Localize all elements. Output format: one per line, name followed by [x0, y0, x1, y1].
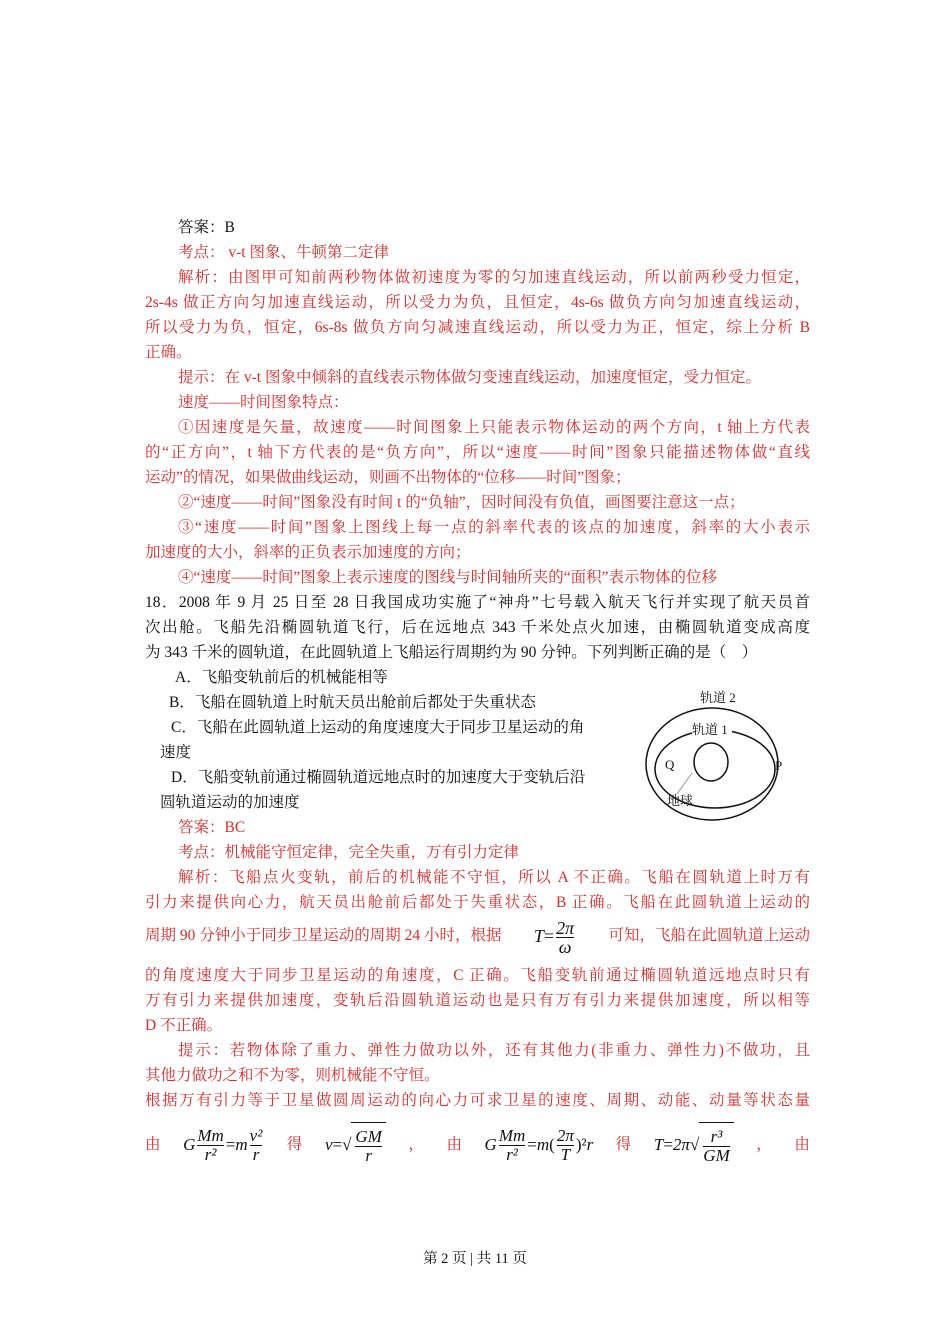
earth-shape — [694, 743, 728, 781]
analysis-line: 解析：飞船点火变轨，前后的机械能不守恒，所以 A 不正确。飞船在圆轨道上时万有 — [178, 869, 810, 886]
question-stem: 为 343 千米的圆轨道，在此圆轨道上飞船运行周期约为 90 分钟。下列判断正确的是（ ） — [145, 644, 758, 661]
option-a: A．飞船变轨前后的机械能相等 — [175, 669, 388, 686]
option-c-cont: 速度 — [160, 744, 192, 761]
vt-title: 速度——时间图象特点： — [178, 394, 349, 411]
analysis-formula-line — [145, 916, 810, 956]
analysis-line: 引力来提供向心力，航天员出舱前后都处于失重状态，B 正确。飞船在此圆轨道上运动的 — [145, 894, 810, 911]
point-line: 的“正方向”，t 轴下方代表的是“负方向”，所以“速度——时间”图象只能描述物体做“直线 — [145, 444, 810, 461]
answer-line: 答案：BC — [178, 819, 246, 836]
hint-line: 其他力做功之和不为零，则机械能不守恒。 — [145, 1067, 440, 1084]
orbit-1-label: 轨道 1 — [692, 722, 728, 737]
analysis-line: 正确。 — [145, 344, 192, 361]
text-comma: ， — [756, 1135, 772, 1153]
text-de: 得 — [615, 1135, 632, 1153]
velocity-equation: G $\frac{Mm}{\text{r²}}$ =m $\frac{\text{v²}}{r}$ — [183, 1126, 263, 1165]
point-line: ③“速度——时间”图象上图线上每一点的斜率代表的该点的加速度，斜率的大小表示 — [178, 519, 810, 536]
analysis-line: 万有引力来提供加速度，变轨后沿圆轨道运动也是只有万有引力来提供加速度，所以相等 — [145, 992, 810, 1009]
period-formula: T= $\frac{2\pi}{\omega}$ — [533, 918, 575, 958]
text-de: 得 — [286, 1135, 303, 1153]
question-stem: 18．2008 年 9 月 25 日至 28 日我国成功实施了“神舟”七号载入航天飞行并实现了航天员首 — [145, 594, 810, 611]
orbit-2-label: 轨道 2 — [700, 690, 736, 705]
point-q-label: Q — [665, 757, 675, 772]
analysis-text: 周期 90 分钟小于同步卫星运动的周期 24 小时，根据 — [145, 927, 502, 945]
analysis-line: 的角度速度大于同步卫星运动的角速度，C 正确。飞船变轨前通过椭圆轨道远地点时只有 — [145, 967, 810, 984]
option-d-cont: 圆轨道运动的加速度 — [160, 794, 300, 811]
answer-line: 答案：B — [178, 219, 235, 236]
page-footer: 第 2 页 | 共 11 页 — [423, 1251, 527, 1267]
hint-line: 提示：若物体除了重力、弹性力做功以外，还有其他力(非重力、弹性力)不做功，且 — [178, 1042, 810, 1059]
hint-line: 提示：在 v-t 图象中倾斜的直线表示物体做匀变速直线运动，加速度恒定，受力恒定。 — [178, 369, 761, 386]
point-line: ②“速度——时间”图象没有时间 t 的“负轴”，因时间没有负值，画图要注意这一点； — [178, 494, 745, 511]
analysis-line: 2s-4s 做正方向匀加速直线运动，所以受力为负，且恒定，4s-6s 做负方向匀加速直线运动， — [145, 294, 810, 311]
text-you: 由 — [446, 1135, 462, 1153]
earth-label: 地球 — [667, 793, 694, 808]
text-comma: ， — [408, 1135, 424, 1153]
analysis-line: D 不正确。 — [145, 1017, 223, 1034]
point-line: ④“速度——时间”图象上表示速度的图线与时间轴所夹的“面积”表示物体的位移 — [178, 569, 718, 586]
point-line: ①因速度是矢量，故速度——时间图象上只能表示物体运动的两个方向，t 轴上方代表 — [178, 419, 810, 436]
option-c: C．飞船在此圆轨道上运动的角度速度大于同步卫星运动的角 — [171, 719, 585, 736]
point-line: 运动”的情况，如果做曲线运动，则画不出物体的“位移——时间”图象； — [145, 469, 631, 486]
point-p-label: P — [775, 758, 783, 773]
text-you: 由 — [145, 1135, 161, 1153]
period-equation: G $\frac{Mm}{\text{r²}}$ =m( $\frac{2\pi}{T}$ )²r — [484, 1126, 594, 1165]
gravity-line: 根据万有引力等于卫星做圆周运动的向心力可求卫星的速度、周期、动能、动量等状态量 — [145, 1092, 810, 1109]
analysis-line: 所以受力为负，恒定，6s-8s 做负方向匀减速直线运动，所以受力为正，恒定，综上分析 B — [145, 319, 810, 336]
point-line: 加速度的大小，斜率的正负表示加速度的方向； — [145, 544, 471, 561]
formula-line — [145, 1122, 810, 1167]
period-result: T=2π√ $\frac{\text{r³}}{GM}$ — [654, 1122, 734, 1167]
text-you: 由 — [794, 1135, 810, 1153]
analysis-line: 解析：由图甲可知前两秒物体做初速度为零的匀加速直线运动，所以前两秒受力恒定， — [178, 269, 810, 286]
option-b: B．飞船在圆轨道上时航天员出舱前后都处于失重状态 — [169, 694, 536, 711]
kaodian-line: 考点： v-t 图象、牛顿第二定律 — [178, 244, 389, 261]
option-d: D．飞船变轨前通过椭圆轨道远地点时的加速度大于变轨后沿 — [171, 769, 586, 786]
velocity-result: v=√ $\frac{GM}{r}$ — [325, 1122, 386, 1167]
question-stem: 次出舱。飞船先沿椭圆轨道飞行，后在远地点 343 千米处点火加速，由椭圆轨道变成高度 — [145, 619, 810, 636]
orbit-diagram — [640, 685, 790, 830]
analysis-text: 可知，飞船在此圆轨道上运动 — [608, 927, 810, 945]
kaodian-line: 考点：机械能守恒定律，完全失重，万有引力定律 — [178, 844, 520, 861]
